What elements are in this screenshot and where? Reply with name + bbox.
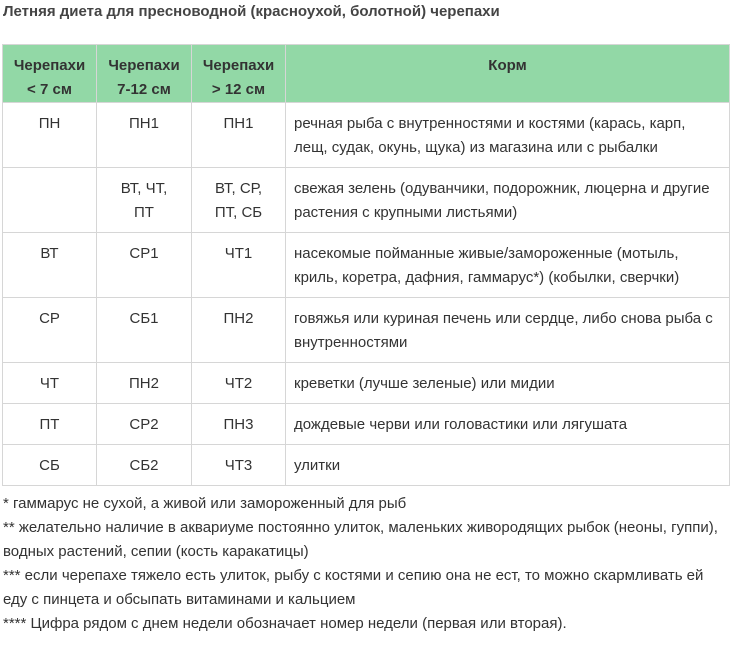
cell-line: СР1	[129, 245, 159, 262]
header-line: Черепахи	[202, 57, 275, 74]
cell-medium	[97, 404, 192, 445]
cell-line: ВТ, ЧТ,	[120, 180, 168, 197]
cell-food: свежая зелень (одуванчики, подорожник, люцерна и другие растения с крупными листьями)	[286, 168, 730, 233]
header-line: Черепахи	[108, 57, 180, 74]
header-line: Черепахи	[13, 57, 86, 74]
cell-small	[3, 363, 97, 404]
cell-line: ПТ	[134, 204, 154, 221]
footnote: ** желательно наличие в аквариуме постоянно улиток, маленьких живородящих рыбок (неоны, гуппи), водных растений, сепии (кость каракатицы)	[3, 519, 718, 560]
cell-line: ЧТ2	[224, 375, 253, 392]
cell-small	[3, 298, 97, 363]
cell-line: ЧТ1	[224, 245, 253, 262]
table-row	[3, 168, 730, 233]
cell-large	[192, 404, 286, 445]
cell-line: ПН3	[223, 416, 254, 433]
cell-medium	[97, 233, 192, 298]
cell-line: ВТ, СР,	[214, 180, 262, 197]
cell-line: ПТ	[39, 416, 60, 433]
table-row	[3, 103, 730, 168]
cell-large	[192, 103, 286, 168]
cell-medium	[97, 168, 192, 233]
cell-line: ПТ, СБ	[214, 204, 263, 221]
cell-line: ЧТ	[39, 375, 60, 392]
cell-line: ПН	[38, 115, 61, 132]
cell-food: речная рыба с внутренностями и костями (карась, карп, лещ, судак, окунь, щука) из магазина или с рыбалки	[286, 103, 730, 168]
footnote: * гаммарус не сухой, а живой или замороженный для рыб	[3, 495, 407, 512]
header-line: > 12 см	[211, 81, 266, 98]
cell-large	[192, 168, 286, 233]
cell-large	[192, 298, 286, 363]
header-line: < 7 см	[27, 81, 72, 98]
cell-line: ВТ	[40, 245, 59, 262]
cell-food: улитки	[286, 445, 730, 486]
footnote: *** если черепахе тяжело есть улиток, рыбу с костями и сепию она не ест, то можно скармливать ей еду с пинцета и обсыпать витаминами и кальцием	[3, 567, 704, 608]
cell-small	[3, 168, 97, 233]
cell-small	[3, 103, 97, 168]
cell-large	[192, 445, 286, 486]
table-row	[3, 404, 730, 445]
header-line: 7-12 см	[117, 81, 171, 98]
table-header-row	[3, 45, 730, 103]
cell-line: СР2	[129, 416, 159, 433]
cell-line: ПН2	[223, 310, 254, 327]
footnotes	[3, 492, 729, 636]
cell-food: креветки (лучше зеленые) или мидии	[286, 363, 730, 404]
cell-food: дождевые черви или головастики или лягушата	[286, 404, 730, 445]
cell-line: СБ2	[129, 457, 159, 474]
cell-small	[3, 404, 97, 445]
table-row	[3, 363, 730, 404]
table-row	[3, 298, 730, 363]
cell-medium	[97, 363, 192, 404]
cell-line: СР	[39, 310, 60, 327]
cell-medium	[97, 445, 192, 486]
diet-table	[2, 44, 730, 486]
cell-food: говяжья или куриная печень или сердце, либо снова рыба с внутренностями	[286, 298, 730, 363]
cell-line: ПН1	[129, 115, 159, 132]
table-row	[3, 233, 730, 298]
cell-line: ЧТ3	[224, 457, 253, 474]
cell-medium	[97, 298, 192, 363]
cell-medium	[97, 103, 192, 168]
header-turtles-medium	[97, 45, 192, 103]
cell-small	[3, 445, 97, 486]
header-turtles-small	[3, 45, 97, 103]
cell-small	[3, 233, 97, 298]
cell-line: СБ1	[129, 310, 159, 327]
header-turtles-large	[192, 45, 286, 103]
table-row	[3, 445, 730, 486]
cell-line: ПН1	[223, 115, 254, 132]
header-food: Корм	[286, 45, 730, 103]
page-title: Летняя диета для пресноводной (красноухой, болотной) черепахи	[3, 3, 500, 20]
footnote: **** Цифра рядом с днем недели обозначает номер недели (первая или вторая).	[3, 615, 567, 632]
cell-food: насекомые пойманные живые/замороженные (мотыль, криль, коретра, дафния, гаммарус*) (кобылки, сверчки)	[286, 233, 730, 298]
cell-line: СБ	[39, 457, 60, 474]
cell-line: ПН2	[129, 375, 159, 392]
cell-large	[192, 363, 286, 404]
cell-large	[192, 233, 286, 298]
